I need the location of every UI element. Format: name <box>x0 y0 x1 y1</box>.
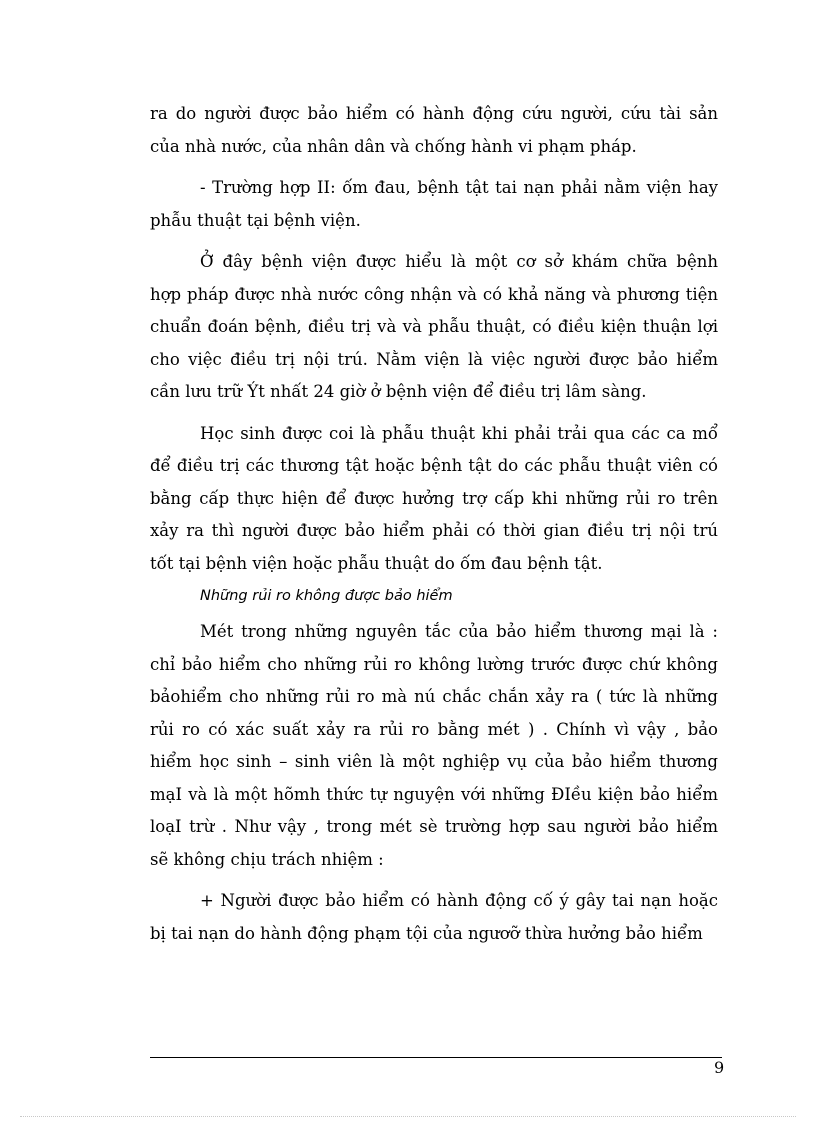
text-line: mạI và là một hõmh thức tự nguyện với những ĐIều kiện bảo hiểm <box>150 784 718 804</box>
text-line: cho việc điều trị nội trú. Nằm viện là việc người được bảo hiểm <box>150 349 718 369</box>
page-body <box>150 98 718 950</box>
text-line: cần lưu trữ Ýt nhất 24 giờ ở bệnh viện để điều trị lâm sàng. <box>150 382 647 401</box>
text-line: Ở đây bệnh viện được hiểu là một cơ sở khám chữa bệnh <box>200 252 718 271</box>
paragraph-intentional-act <box>150 885 718 950</box>
text-line: Mét trong những nguyên tắc của bảo hiểm thương mại là : <box>200 622 718 641</box>
text-line: hợp pháp được nhà nước công nhận và có khả năng và phương tiện <box>150 284 718 304</box>
text-line: loạI trừ . Như vậy , trong mét sè trường hợp sau người bảo hiểm <box>150 817 718 836</box>
text-line: bị tai nạn do hành động phạm tội của ngươỡ thừa hưởng bảo hiểm <box>150 923 703 943</box>
section-heading: Những rủi ro không được bảo hiểm <box>200 588 453 604</box>
paragraph-rescue-exclusion <box>150 98 718 163</box>
page-bottom-edge <box>20 1116 796 1117</box>
text-line: xảy ra thì người được bảo hiểm phải có thời gian điều trị nội trú <box>150 521 718 540</box>
text-line: bằng cấp thực hiện để được hưởng trợ cấp khi những rủi ro trên <box>150 488 718 508</box>
text-line: của nhà nước, của nhân dân và chống hành vi phạm pháp. <box>150 136 637 156</box>
text-line: hiểm học sinh – sinh viên là một nghiệp vụ của bảo hiểm thương <box>150 752 718 771</box>
paragraph-insurance-principle <box>150 616 718 876</box>
text-line: chỉ bảo hiểm cho những rủi ro không lường trước được chứ không <box>150 654 718 674</box>
text-line: - Trường hợp II: ốm đau, bệnh tật tai nạn phải nằm viện hay <box>200 178 718 197</box>
text-line: phẫu thuật tại bệnh viện. <box>150 210 361 230</box>
text-line: để điều trị các thương tật hoặc bệnh tật do các phẫu thuật viên có <box>150 456 718 475</box>
text-line: rủi ro có xác suất xảy ra rủi ro bằng mét ) . Chính vì vậy , bảo <box>150 719 718 739</box>
text-line: ra do người được bảo hiểm có hành động cứu người, cứu tài sản <box>150 104 718 123</box>
text-line: chuẩn đoán bệnh, điều trị và và phẫu thuật, có điều kiện thuận lợi <box>150 317 718 336</box>
page-number: 9 <box>714 1058 725 1077</box>
text-line: bảohiểm cho những rủi ro mà nú chắc chắn xảy ra ( tức là những <box>150 687 718 706</box>
paragraph-case-two <box>150 172 718 237</box>
paragraph-hospital-definition <box>150 246 718 409</box>
paragraph-surgery-definition <box>150 418 718 581</box>
footer-divider <box>150 1057 722 1058</box>
text-line: + Người được bảo hiểm có hành động cố ý gây tai nạn hoặc <box>200 891 718 910</box>
text-line: Học sinh được coi là phẫu thuật khi phải trải qua các ca mổ <box>200 423 718 443</box>
text-line: tốt tại bệnh viện hoặc phẫu thuật do ốm đau bệnh tật. <box>150 553 603 573</box>
text-line: sẽ không chịu trách nhiệm : <box>150 849 384 869</box>
